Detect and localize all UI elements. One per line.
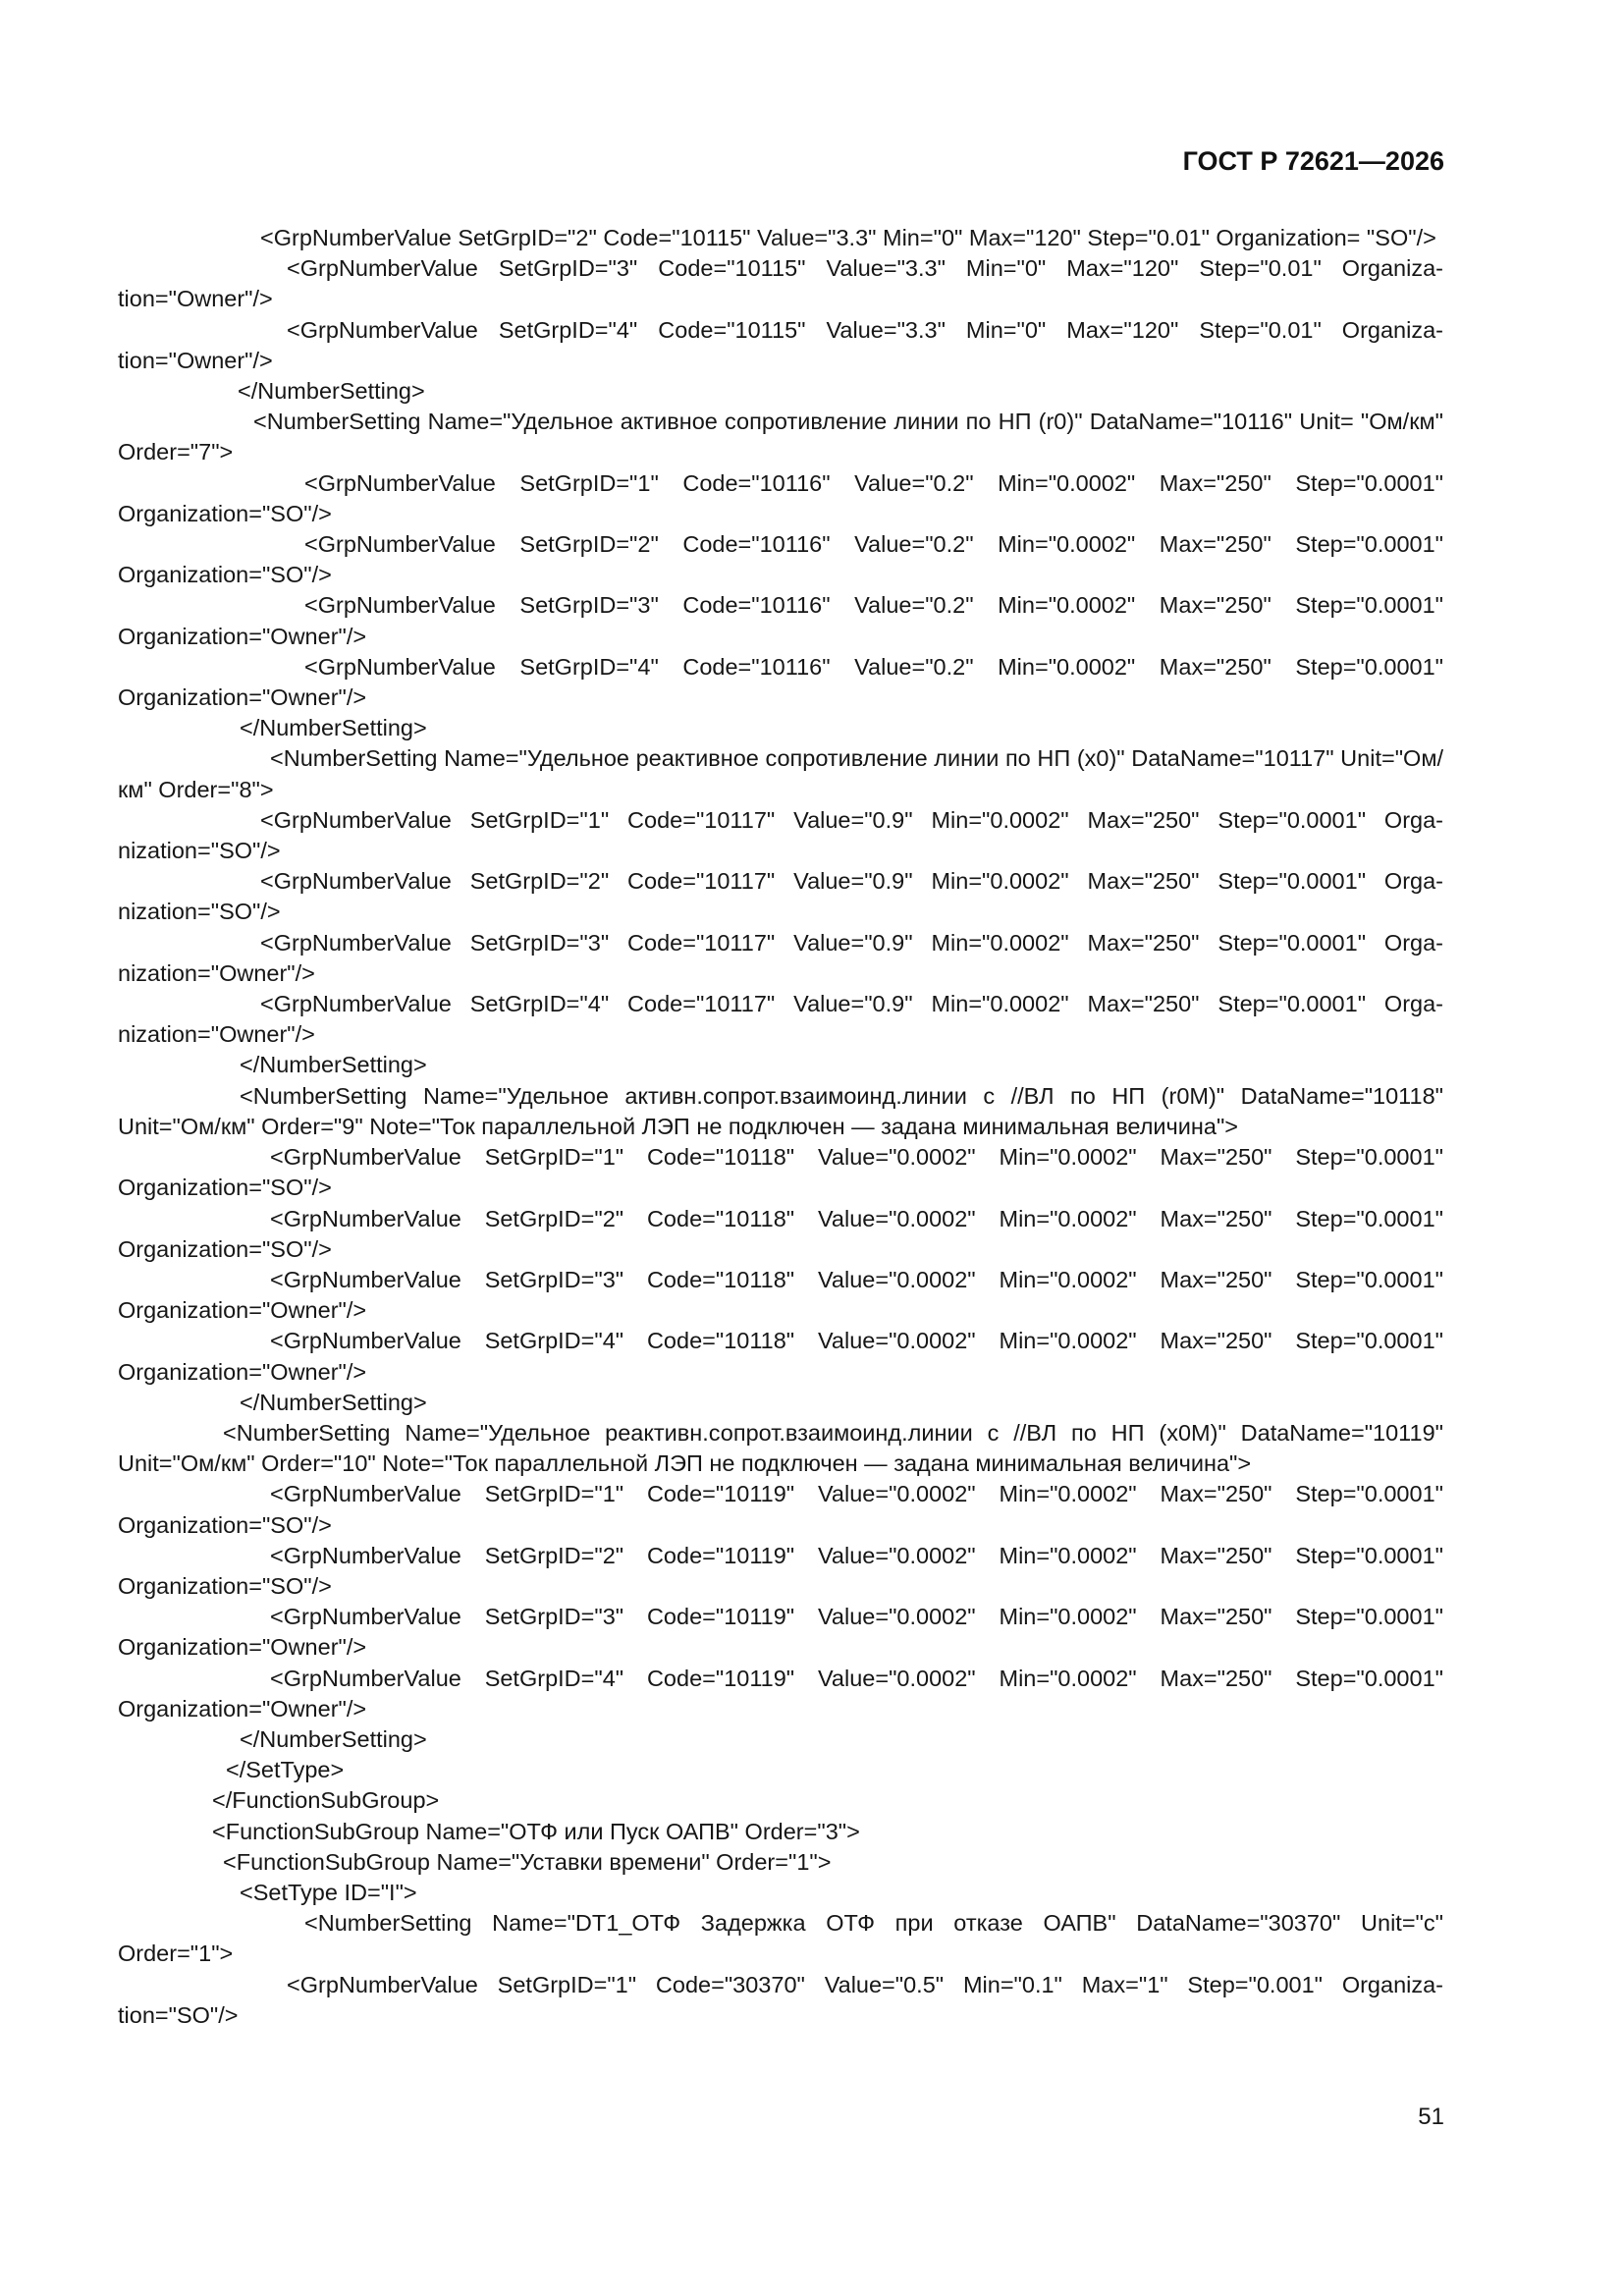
code-line: </NumberSetting> xyxy=(240,1389,427,1415)
page-number: 51 xyxy=(1418,2104,1444,2130)
document-header: ГОСТ Р 72621—2026 xyxy=(1182,146,1444,176)
code-line: <GrpNumberValue SetGrpID="4" Code="10119" Value="0.0002" Min="0.0002" Max="250" Step="0.0001" Organization="Owner"/> xyxy=(118,1665,1443,1722)
code-line: <GrpNumberValue SetGrpID="3" Code="10115" Value="3.3" Min="0" Max="120" Step="0.01" Organiza-tion="Owner"/> xyxy=(118,255,1443,312)
code-line: </NumberSetting> xyxy=(240,715,427,741)
code-line: <GrpNumberValue SetGrpID="4" Code="10117" Value="0.9" Min="0.0002" Max="250" Step="0.0001" Orga-nization="Owner"/> xyxy=(118,991,1443,1048)
code-line: <SetType ID="I"> xyxy=(240,1879,417,1905)
code-line: <GrpNumberValue SetGrpID="3" Code="10118" Value="0.0002" Min="0.0002" Max="250" Step="0.0001" Organization="Owner"/> xyxy=(118,1266,1443,1324)
code-line: <NumberSetting Name="Удельное активное сопротивление линии по НП (r0)" DataName="10116" Unit= "Ом/км" Order="7"> xyxy=(118,409,1443,465)
code-line: <GrpNumberValue SetGrpID="1" Code="10117" Value="0.9" Min="0.0002" Max="250" Step="0.0001" Orga-nization="SO"/> xyxy=(118,806,1443,864)
code-line: </NumberSetting> xyxy=(238,378,425,405)
code-line: <GrpNumberValue SetGrpID="3" Code="10117" Value="0.9" Min="0.0002" Max="250" Step="0.0001" Orga-nization="Owner"/> xyxy=(118,929,1443,986)
code-line: <GrpNumberValue SetGrpID="2" Code="10117" Value="0.9" Min="0.0002" Max="250" Step="0.0001" Orga-nization="SO"/> xyxy=(118,868,1443,925)
code-line: <NumberSetting Name="Удельное реактивн.сопрот.взаимоинд.линии с //ВЛ по НП (x0M)" DataName="10119" Unit="Ом/км" Order="10" Note="Ток параллельной ЛЭП не подключен — задана минимальная величина"> xyxy=(118,1419,1443,1477)
code-line: </SetType> xyxy=(226,1757,345,1783)
code-line: <NumberSetting Name="Удельное активн.сопрот.взаимоинд.линии с //ВЛ по НП (r0M)" DataName="10118" Unit="Ом/км" Order="9" Note="Ток параллельной ЛЭП не подключен — задана минимальная величина"> xyxy=(118,1082,1443,1139)
code-line: <FunctionSubGroup Name="ОТФ или Пуск ОАПВ" Order="3"> xyxy=(212,1818,860,1844)
code-line: </NumberSetting> xyxy=(240,1052,427,1078)
code-line: <GrpNumberValue SetGrpID="2" Code="10119" Value="0.0002" Min="0.0002" Max="250" Step="0.0001" Organization="SO"/> xyxy=(118,1542,1443,1599)
code-line: <GrpNumberValue SetGrpID="4" Code="10116" Value="0.2" Min="0.0002" Max="250" Step="0.0001" Organization="Owner"/> xyxy=(118,653,1443,711)
code-line: <GrpNumberValue SetGrpID="3" Code="10119" Value="0.0002" Min="0.0002" Max="250" Step="0.0001" Organization="Owner"/> xyxy=(118,1604,1443,1661)
code-line: </FunctionSubGroup> xyxy=(212,1787,440,1814)
code-line: <GrpNumberValue SetGrpID="1" Code="10116" Value="0.2" Min="0.0002" Max="250" Step="0.0001" Organization="SO"/> xyxy=(118,469,1443,526)
code-line: <NumberSetting Name="Удельное реактивное сопротивление линии по НП (x0)" DataName="10117" Unit="Ом/км" Order="8"> xyxy=(118,745,1443,802)
code-line: <NumberSetting Name="DT1_ОТФ Задержка ОТФ при отказе ОАПВ" DataName="30370" Unit="с" Order="1"> xyxy=(118,1910,1443,1967)
code-line: <GrpNumberValue SetGrpID="1" Code="10118" Value="0.0002" Min="0.0002" Max="250" Step="0.0001" Organization="SO"/> xyxy=(118,1144,1443,1201)
xml-code-listing xyxy=(118,223,1443,2031)
code-line: <GrpNumberValue SetGrpID="4" Code="10118" Value="0.0002" Min="0.0002" Max="250" Step="0.0001" Organization="Owner"/> xyxy=(118,1328,1443,1385)
code-line: <GrpNumberValue SetGrpID="1" Code="10119" Value="0.0002" Min="0.0002" Max="250" Step="0.0001" Organization="SO"/> xyxy=(118,1481,1443,1538)
code-line: <GrpNumberValue SetGrpID="2" Code="10115" Value="3.3" Min="0" Max="120" Step="0.01" Organization= "SO"/> xyxy=(260,225,1436,250)
code-line: </NumberSetting> xyxy=(240,1725,427,1752)
code-line: <GrpNumberValue SetGrpID="4" Code="10115" Value="3.3" Min="0" Max="120" Step="0.01" Organiza-tion="Owner"/> xyxy=(118,316,1443,373)
code-line: <GrpNumberValue SetGrpID="3" Code="10116" Value="0.2" Min="0.0002" Max="250" Step="0.0001" Organization="Owner"/> xyxy=(118,592,1443,649)
code-line: <FunctionSubGroup Name="Уставки времени" Order="1"> xyxy=(223,1848,832,1875)
code-line: <GrpNumberValue SetGrpID="2" Code="10118" Value="0.0002" Min="0.0002" Max="250" Step="0.0001" Organization="SO"/> xyxy=(118,1205,1443,1262)
code-line: <GrpNumberValue SetGrpID="2" Code="10116" Value="0.2" Min="0.0002" Max="250" Step="0.0001" Organization="SO"/> xyxy=(118,531,1443,588)
code-line: <GrpNumberValue SetGrpID="1" Code="30370" Value="0.5" Min="0.1" Max="1" Step="0.001" Organiza-tion="SO"/> xyxy=(118,1971,1443,2028)
